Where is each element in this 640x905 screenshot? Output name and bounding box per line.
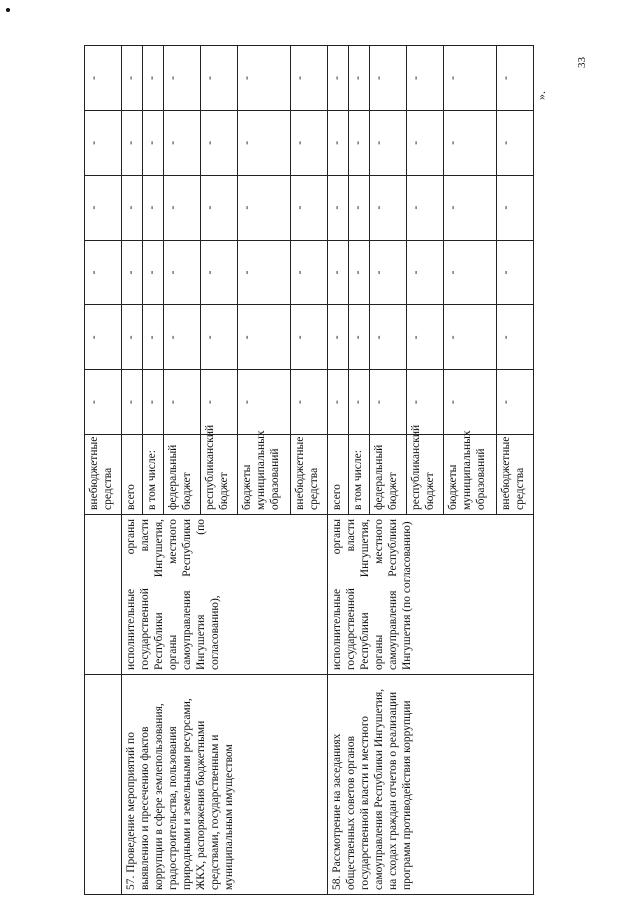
table-row: федеральный бюджет - - - - - - bbox=[164, 46, 201, 895]
table-row: бюджеты муниципальных образований - - - - - - bbox=[444, 46, 497, 895]
value-cell: - bbox=[85, 110, 122, 175]
executor-cell: исполнительные органы государственной власти Республики Ингушетия, органы местного самоуправления Республики Ингушетия (по согласованию) bbox=[327, 515, 533, 675]
value-cell: - bbox=[85, 46, 122, 111]
source-cell: федеральный бюджет bbox=[370, 435, 407, 515]
source-cell: внебюджетные средства bbox=[290, 435, 327, 515]
table-row: 58. Рассмотрение на заседаниях общественных советов органов государственной власти и местного самоуправления Республики Ингушетия, на сходах граждан отчетов о реализации программ противодействия коррупции исполнительные органы государственной власти Республики Ингушетия, органы местного самоуправления Республики Ингушетия (по согласованию) всего - - - - - - bbox=[327, 46, 348, 895]
source-cell: федеральный бюджет bbox=[164, 435, 201, 515]
table-row: в том числе: - - - - - - bbox=[143, 46, 164, 895]
source-cell: бюджеты муниципальных образований bbox=[444, 435, 497, 515]
rotated-table-container bbox=[84, 45, 534, 895]
table-row bbox=[85, 46, 122, 895]
funding-table bbox=[84, 45, 534, 895]
value-cell: - bbox=[85, 175, 122, 240]
source-cell: внебюджетные средства bbox=[85, 435, 122, 515]
table-row: внебюджетные средства - - - - - - bbox=[290, 46, 327, 895]
source-cell: в том числе: bbox=[143, 435, 164, 515]
table-row: федеральный бюджет - - - - - - bbox=[370, 46, 407, 895]
source-cell: всего bbox=[121, 435, 142, 515]
source-cell: в том числе: bbox=[349, 435, 370, 515]
table-row: внебюджетные средства - - - - - - bbox=[496, 46, 533, 895]
margin-dot bbox=[6, 8, 10, 12]
table-row: в том числе: - - - - - - bbox=[349, 46, 370, 895]
value-cell: - bbox=[85, 240, 122, 305]
value-cell: - bbox=[85, 305, 122, 370]
value-cell: - bbox=[85, 370, 122, 435]
source-cell: республиканский бюджет bbox=[201, 435, 238, 515]
source-cell: внебюджетные средства bbox=[496, 435, 533, 515]
activity-cell: 57. Проведение мероприятий по выявлению и пресечению фактов коррупции в сфере землепользования, градостроительства, пользования природными и земельными ресурсами, ЖКХ, распоряжения бюджетными средствами, государственным и муниципальным имуществом bbox=[121, 675, 327, 895]
source-cell: всего bbox=[327, 435, 348, 515]
executor-cell: исполнительные органы государственной власти Республики Ингушетия, органы местного самоуправления Республики Ингушетия (по согласованию), bbox=[121, 515, 327, 675]
page-number: 33 bbox=[576, 57, 588, 68]
source-cell: бюджеты муниципальных образований bbox=[238, 435, 291, 515]
table-row: бюджеты муниципальных образований - - - - - - bbox=[238, 46, 291, 895]
activity-cell: 58. Рассмотрение на заседаниях общественных советов органов государственной власти и местного самоуправления Республики Ингушетия, на сходах граждан отчетов о реализации программ противодействия коррупции bbox=[327, 675, 533, 895]
source-cell: республиканский бюджет bbox=[407, 435, 444, 515]
closing-mark: ». bbox=[534, 91, 548, 100]
table-row: республиканский бюджет - - - - - - bbox=[407, 46, 444, 895]
table-row: 57. Проведение мероприятий по выявлению и пресечению фактов коррупции в сфере землепользования, градостроительства, пользования природными и земельными ресурсами, ЖКХ, распоряжения бюджетными средствами, государственным и муниципальным имуществом исполнительные органы государственной власти Республики Ингушетия, органы местного самоуправления Республики Ингушетия (по согласованию), всего - - - - - - bbox=[121, 46, 142, 895]
table-row: республиканский бюджет - - - - - - bbox=[201, 46, 238, 895]
